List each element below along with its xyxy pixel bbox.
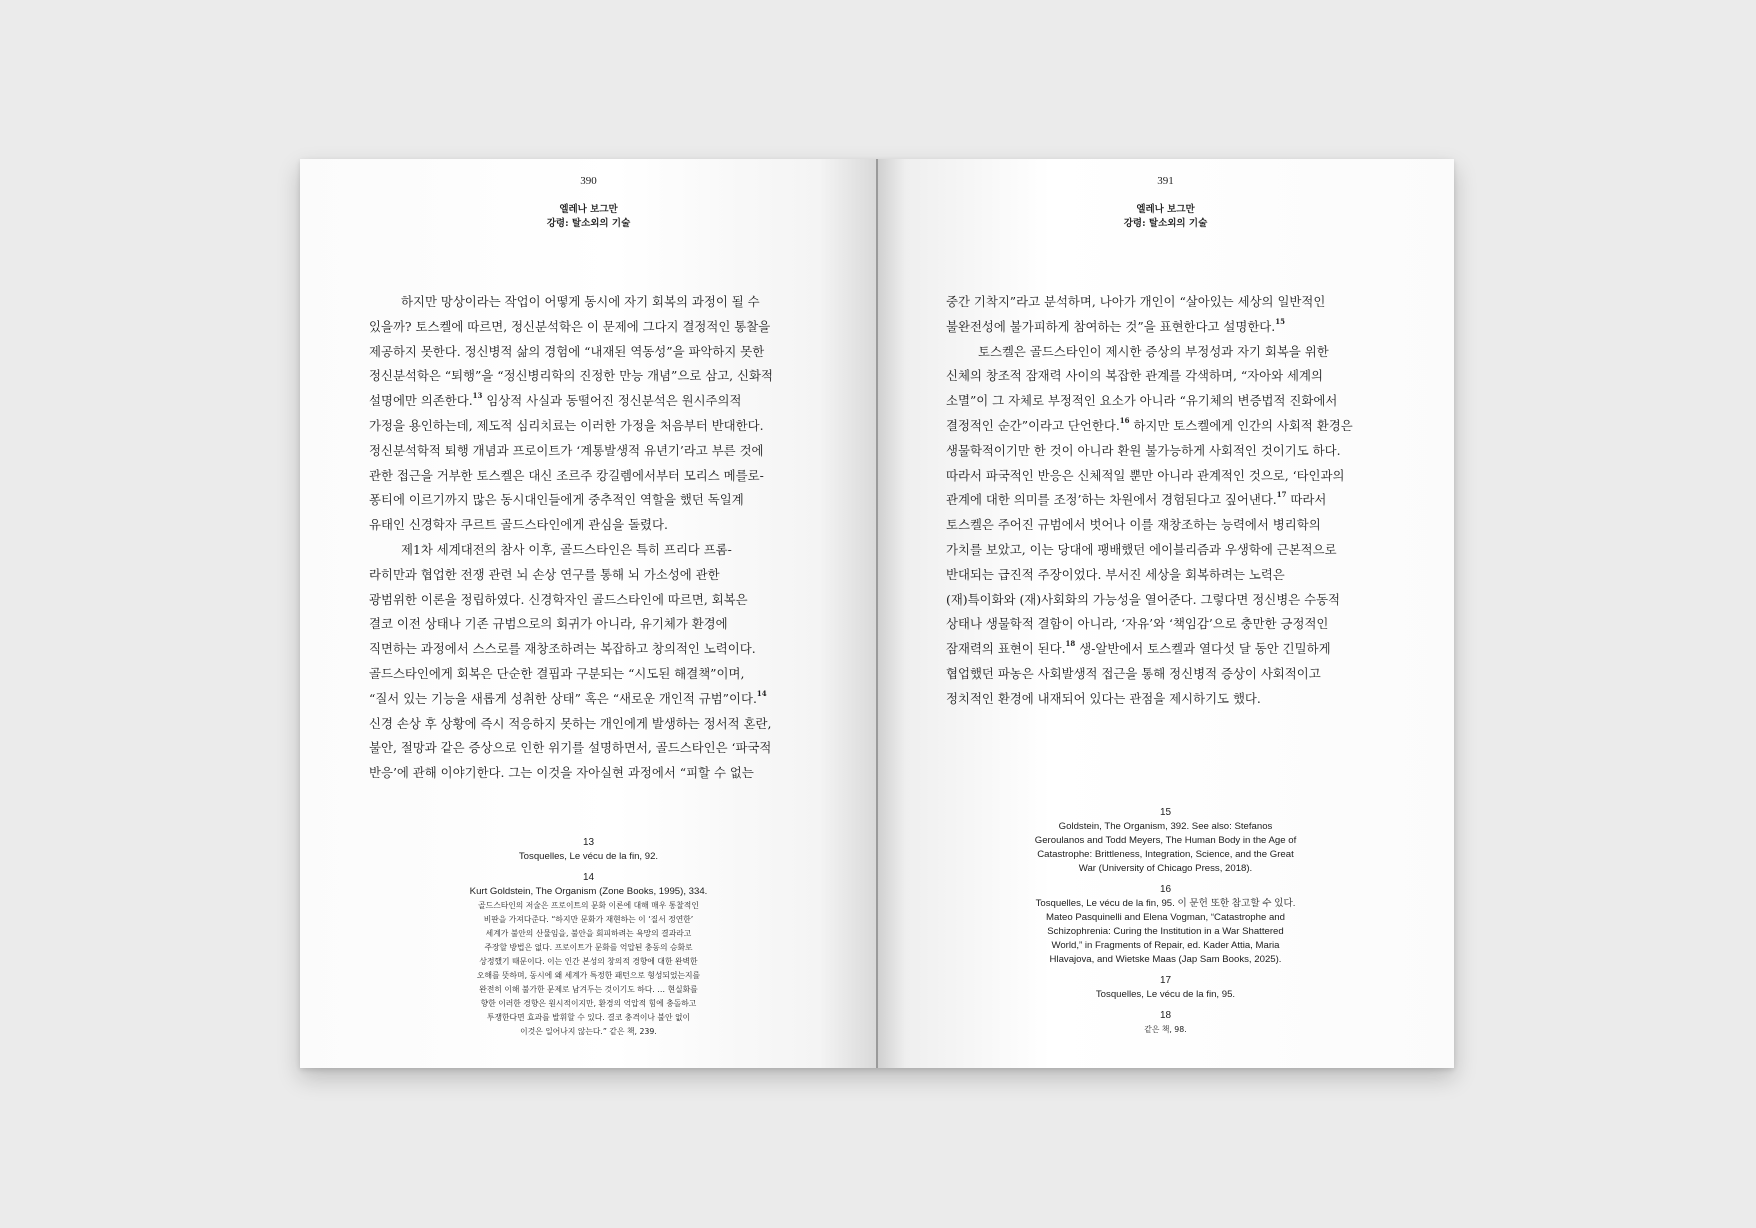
- running-head: [300, 203, 877, 231]
- body-line-text: 반응’에 관해 이야기한다. 그는 이것을 자아실현 과정에서 “피할 수 없는: [369, 765, 754, 781]
- footnote-line: Mateo Pasquinelli and Elena Vogman, “Catastrophe and: [1046, 912, 1285, 923]
- body-line: [946, 563, 1369, 588]
- body-line: [369, 538, 792, 563]
- footnote-text: [877, 897, 1454, 967]
- running-head-author: 엘레나 보그만: [559, 204, 618, 215]
- footnote: [877, 883, 1454, 967]
- footnote: [877, 806, 1454, 876]
- body-line: [369, 340, 792, 365]
- body-line: [946, 538, 1369, 563]
- footnote-marker: 18: [1065, 639, 1076, 649]
- body-line: [369, 439, 792, 464]
- footnote: [877, 974, 1454, 1002]
- body-line-text: 골드스타인에게 회복은 단순한 결핍과 구분되는 “시도된 해결책”이며,: [369, 665, 745, 681]
- footnote-marker: 17: [1276, 490, 1287, 500]
- body-line: [946, 662, 1369, 687]
- body-line-text: 정신분석학적 퇴행 개념과 프로이트가 ‘계통발생적 유년기’라고 부른 것에: [369, 442, 764, 458]
- body-line-text: 광범위한 이론을 정립하였다. 신경학자인 골드스타인에 따르면, 회복은: [369, 591, 748, 607]
- footnote-line: 완전히 이해 불가한 문제로 남겨두는 것이기도 하다. … 현실화를: [479, 985, 698, 994]
- body-line-text: 신체의 창조적 잠재력 사이의 복잡한 관계를 각색하며, “자아와 세계의: [946, 368, 1323, 384]
- body-line-text: 직면하는 과정에서 스스로를 재창조하려는 복잡하고 창의적인 노력이다.: [369, 641, 756, 657]
- footnote-line: World,” in Fragments of Repair, ed. Kader Attia, Maria: [1051, 940, 1280, 951]
- body-line-text: 정신분석학은 “퇴행”을 “정신병리학의 진정한 만능 개념”으로 삼고, 신화적: [369, 368, 773, 384]
- body-line-text: “질서 있는 기능을 새롭게 성취한 상태” 혹은 “새로운 개인적 규범”이다.: [369, 690, 757, 706]
- body-line: [369, 563, 792, 588]
- footnote-text: [300, 850, 877, 864]
- footnote-line: Goldstein, The Organism, 392. See also: Stefanos: [1058, 821, 1273, 832]
- body-line-text: 하지만 망상이라는 작업이 어떻게 동시에 자기 회복의 과정이 될 수: [401, 294, 760, 309]
- footnotes: [877, 806, 1454, 1044]
- footnote: [300, 871, 877, 1039]
- book-spread: [300, 159, 1454, 1068]
- footnote-line: 투쟁한다면 효과를 발휘할 수 있다. 결코 충격이나 불안 없이: [486, 1013, 691, 1022]
- body-line-text: 결정적인 순간”이라고 단언한다.: [946, 417, 1120, 433]
- body-line-text: 관계에 대한 의미를 조정’하는 차원에서 경험된다고 짚어낸다.: [946, 492, 1277, 508]
- page-number: 390: [580, 175, 597, 187]
- body-line-text: 결코 이전 상태나 기존 규범으로의 회귀가 아니라, 유기체가 환경에: [369, 616, 728, 632]
- body-line: [946, 464, 1369, 489]
- footnote-line: 상정했기 때문이다. 이는 인간 본성의 창의적 경향에 대한 완벽한: [479, 957, 698, 966]
- body-line: [369, 414, 792, 439]
- body-line-text: 생-알반에서 토스켈과 열다섯 달 동안 긴밀하게: [1075, 641, 1331, 657]
- footnote-line: War (University of Chicago Press, 2018).: [1078, 863, 1253, 874]
- body-line-text: 잠재력의 표현이 된다.: [946, 641, 1066, 657]
- left-page: [300, 159, 877, 1068]
- footnote-text: [300, 885, 877, 1039]
- body-line: [946, 513, 1369, 538]
- footnote-line: Kurt Goldstein, The Organism (Zone Books, 1995), 334.: [469, 886, 708, 897]
- footnote-line: 같은 책, 98.: [1144, 1025, 1187, 1034]
- body-line-text: 유태인 신경학자 쿠르트 골드스타인에게 관심을 돌렸다.: [369, 517, 668, 533]
- body-line-text: 라히만과 협업한 전쟁 관련 뇌 손상 연구를 통해 뇌 가소성에 관한: [369, 566, 720, 582]
- body-line: [369, 687, 792, 712]
- footnote: [300, 836, 877, 864]
- footnote-number: 16: [1159, 884, 1172, 895]
- body-line-text: 소멸”이 그 자체로 부정적인 요소가 아니라 “유기체의 변증법적 진화에서: [946, 393, 1338, 409]
- running-head-title: 강령: 탈소외의 기술: [1123, 218, 1208, 229]
- body-line: [946, 488, 1369, 513]
- body-line: [946, 389, 1369, 414]
- body-line-text: 따라서 파국적인 반응은 신체적일 뿐만 아니라 관계적인 것으로, ‘타인과의: [946, 467, 1345, 483]
- footnote-line: Catastrophe: Brittleness, Integration, Science, and the Great: [1037, 849, 1294, 860]
- body-line: [946, 588, 1369, 613]
- body-line-text: 제공하지 못한다. 정신병적 삶의 경험에 “내재된 역동성”을 파악하지 못한: [369, 343, 765, 359]
- footnote-line: Tosquelles, Le vécu de la fin, 92.: [518, 851, 659, 862]
- footnote-number: 18: [1159, 1010, 1172, 1021]
- body-line: [946, 315, 1369, 340]
- body-line: [369, 364, 792, 389]
- footnote-line: Tosquelles, Le vécu de la fin, 95.: [1095, 989, 1236, 1000]
- body-line-text: 신경 손상 후 상황에 즉시 적응하지 못하는 개인에게 발생하는 정서적 혼란,: [369, 715, 772, 731]
- body-line: [946, 414, 1369, 439]
- footnote-text: [877, 1023, 1454, 1037]
- body-line-text: 생물학적이기만 한 것이 아니라 환원 불가능하게 사회적인 것이기도 하다.: [946, 442, 1341, 458]
- body-line: [369, 315, 792, 340]
- body-text: [946, 290, 1369, 712]
- body-line: [369, 761, 792, 786]
- body-line-text: 토스켈은 주어진 규범에서 벗어나 이를 재창조하는 능력에서 병리학의: [946, 517, 1321, 533]
- body-line-text: 제1차 세계대전의 참사 이후, 골드스타인은 특히 프리다 프롬-: [401, 541, 732, 557]
- spine-gutter: [876, 159, 878, 1068]
- footnote-text: [877, 820, 1454, 876]
- body-line-text: 불완전성에 불가피하게 참여하는 것”을 표현한다고 설명한다.: [946, 318, 1276, 334]
- footnote-marker: 16: [1119, 415, 1130, 425]
- footnote-number: 15: [1159, 807, 1172, 818]
- body-line: [369, 588, 792, 613]
- footnote-marker: 15: [1275, 316, 1285, 326]
- body-line-text: 임상적 사실과 동떨어진 정신분석은 원시주의적: [482, 393, 742, 409]
- right-page: [877, 159, 1454, 1068]
- body-line-text: 토스켈은 골드스타인이 제시한 증상의 부정성과 자기 회복을 위한: [978, 343, 1329, 359]
- running-head-author: 엘레나 보그만: [1136, 204, 1195, 215]
- body-line: [946, 340, 1369, 365]
- footnote-line: 이것은 일어나지 않는다.” 같은 책, 239.: [520, 1027, 657, 1036]
- footnote-line: Schizophrenia: Curing the Institution in a War Shattered: [1047, 926, 1284, 937]
- page-number: 391: [1157, 175, 1174, 187]
- footnote-line: 오해를 뜻하며, 동시에 왜 세계가 특정한 패턴으로 형성되었는지를: [476, 971, 701, 980]
- body-line: [369, 637, 792, 662]
- footnote-number: 13: [582, 837, 595, 848]
- body-line: [946, 290, 1369, 315]
- body-line-text: 중간 기착지”라고 분석하며, 나아가 개인이 “살아있는 세상의 일반적인: [946, 294, 1326, 309]
- footnote-line: 비판을 가져다준다. “하지만 문화가 재현하는 이 ‘질서 정연한’: [483, 915, 694, 924]
- body-line: [946, 637, 1369, 662]
- body-line: [369, 662, 792, 687]
- body-line: [369, 488, 792, 513]
- footnote-line: 향한 이러한 경향은 원시적이지만, 환경의 억압적 힘에 충돌하고: [480, 999, 697, 1008]
- body-line-text: 가치를 보았고, 이는 당대에 팽배했던 에이블리즘과 우생학에 근본적으로: [946, 541, 1337, 557]
- footnote-number: 17: [1159, 975, 1172, 986]
- body-line-text: 상태나 생물학적 결함이 아니라, ‘자유’와 ‘책임감’으로 충만한 긍정적인: [946, 616, 1329, 632]
- footnote-line: Geroulanos and Todd Meyers, The Human Body in the Age of: [1034, 835, 1297, 846]
- body-line-text: 반대되는 급진적 주장이었다. 부서진 세상을 회복하려는 노력은: [946, 566, 1285, 582]
- body-line-text: 관한 접근을 거부한 토스켈은 대신 조르주 캉길렘에서부터 모리스 메를로-: [369, 467, 764, 483]
- body-line-text: 있을까? 토스켈에 따르면, 정신분석학은 이 문제에 그다지 결정적인 통찰을: [369, 318, 771, 334]
- body-line: [946, 612, 1369, 637]
- footnote-marker: 14: [756, 688, 767, 698]
- body-line-text: 퐁티에 이르기까지 많은 동시대인들에게 중추적인 역할을 했던 독일계: [369, 492, 744, 508]
- body-line: [369, 736, 792, 761]
- footnotes: [300, 836, 877, 1046]
- body-line: [369, 513, 792, 538]
- running-head-title: 강령: 탈소외의 기술: [546, 218, 631, 229]
- body-line-text: 하지만 토스켈에게 인간의 사회적 환경은: [1129, 417, 1353, 433]
- body-line-text: 정치적인 환경에 내재되어 있다는 관점을 제시하기도 했다.: [946, 690, 1261, 706]
- footnote-marker: 13: [472, 391, 483, 401]
- footnote: [877, 1009, 1454, 1037]
- footnote-line: 골드스타인의 저술은 프로이트의 문화 이론에 대해 매우 통찰적인: [478, 901, 699, 910]
- footnote-text: [877, 988, 1454, 1002]
- body-line-text: 불안, 절망과 같은 증상으로 인한 위기를 설명하면서, 골드스타인은 ‘파국적: [369, 740, 772, 756]
- body-line: [946, 439, 1369, 464]
- body-line: [369, 712, 792, 737]
- footnote-line: Tosquelles, Le vécu de la fin, 95. 이 문헌 또한 참고할 수 있다.: [1035, 898, 1296, 909]
- body-line-text: 가정을 용인하는데, 제도적 심리치료는 이러한 가정을 처음부터 반대한다.: [369, 417, 764, 433]
- footnote-line: 주장할 방법은 없다. 프로이트가 문화를 억압된 충동의 승화로: [484, 943, 693, 952]
- body-line: [369, 290, 792, 315]
- running-head: [877, 203, 1454, 231]
- body-line-text: (재)특이화와 (재)사회화의 가능성을 열어준다. 그렇다면 정신병은 수동적: [946, 591, 1341, 607]
- body-line: [369, 389, 792, 414]
- body-line-text: 설명에만 의존한다.: [369, 393, 473, 409]
- body-line: [946, 687, 1369, 712]
- body-line: [369, 464, 792, 489]
- body-line-text: 따라서: [1286, 492, 1327, 508]
- body-text: [369, 290, 792, 786]
- footnote-line: Hlavajova, and Wietske Maas (Jap Sam Books, 2025).: [1049, 954, 1282, 965]
- body-line: [946, 364, 1369, 389]
- body-line-text: 협업했던 파농은 사회발생적 접근을 통해 정신병적 증상이 사회적이고: [946, 665, 1321, 681]
- footnote-line: 세계가 불안의 산물임을, 불안을 회피하려는 욕망의 결과라고: [485, 929, 692, 938]
- body-line: [369, 612, 792, 637]
- footnote-number: 14: [582, 872, 595, 883]
